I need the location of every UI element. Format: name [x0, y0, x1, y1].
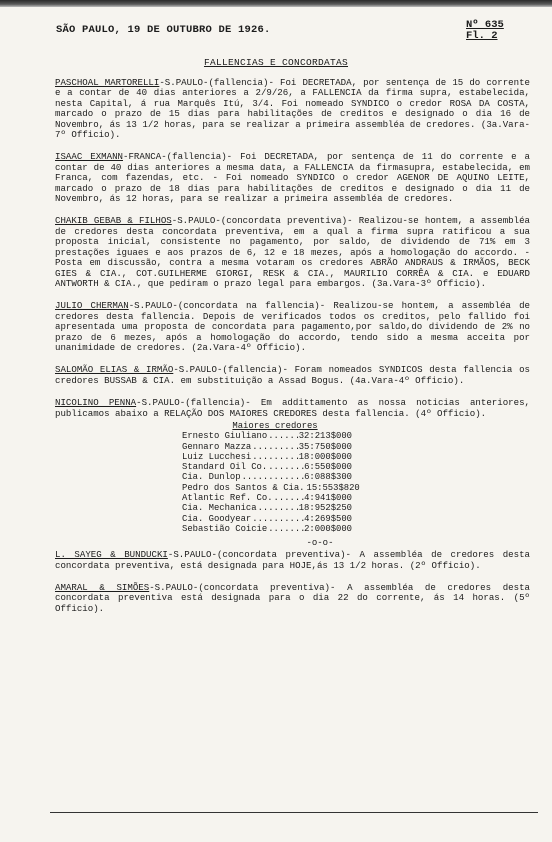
creditor-name: Cia. Dunlop [182, 472, 241, 483]
creditor-amount: 32:213$000 [298, 431, 352, 442]
entry-text: -S.PAULO-(concordata preventiva)- A assembléa de credores desta concordata preventiva está designada para o dia 22 do corrente, ás 14 horas. (5º Officio). [55, 582, 530, 614]
creditor-amount: 18:952$250 [298, 503, 352, 514]
leader-dots [241, 472, 304, 482]
creditor-name: Cia. Goodyear [182, 513, 252, 524]
creditor-row [182, 452, 352, 462]
entry-text: -S.PAULO-(concordata preventiva)- A assembléa de credores desta concordata preventiva, está designada para HOJE,ás 13 1/2 horas. (2º Officio). [55, 549, 530, 571]
header-date: SÃO PAULO, 19 DE OUTUBRO DE 1926. [56, 24, 271, 36]
leader-dots [273, 493, 305, 503]
bottom-rule [50, 812, 538, 813]
creditor-row [182, 442, 352, 452]
entry-text: -S.PAULO-(concordata na fallencia)- Realizou-se hontem, a assembléa de credores desta fallencia. Depois de verificados todos os creditos, pelo fallido foi apresentada uma proposta de concordata para pagamento,por saldo,do dividendo de 2% no prazo de 6 mezes, após a homologação do accordo, tendo sido a mesma acceita por unanimidade de credores. (2a.Vara-4º Officio). [55, 300, 530, 353]
leader-dots [251, 514, 304, 524]
entry-text: -S.PAULO-(fallencia)- Em addittamento as nossa noticias anteriores, publicamos abaixo a RELAÇÃO DOS MAIORES CREDORES desta fallencia. (4º Officio). [55, 397, 530, 419]
creditors-list [182, 420, 360, 534]
top-scan-edge [0, 0, 552, 7]
entry [55, 78, 530, 140]
entry [55, 301, 530, 353]
section-title: FALLENCIAS E CONCORDATAS [203, 57, 349, 68]
creditor-row [182, 524, 352, 534]
entry-text: -FRANCA-(fallencia)- Foi DECRETADA, por sentença de 11 do corrente e a contar de 40 dias anteriores a mesma data, a FALLENCIA da firmasupra, estabelecida, em Franca, com fazendas, etc. - Foi nomeado SYNDICO o credor AGENOR DE AQUINO LEITE, marcado o prazo de 18 dias para habilitações de creditos e designado o dia 11 de Novembro, ás 12 horas, para se realizar a primeira assembléa de credores. [55, 151, 530, 205]
entry-text: -S.PAULO-(fallencia)- Foi DECRETADA, por sentença de 15 do corrente e a contar de 40 dias anteriores a 2/9/26, a FALLENCIA da firma supra, estabelecida, nesta Capital, á rua Marquês Itú, 3/4. Foi nomeado SYNDICO o credor ROSA DA COSTA, marcado o prazo de 15 dias para habilitações de creditos e designado o dia 16 de Novembro, ás 13 1/2 horas, para se realizar a primeira assembléa de credores. (3a.Vara-7º Officio). [55, 77, 530, 141]
creditor-name: Gennaro Mazza [182, 441, 252, 452]
entry-name: CHAKIB GEBAB & FILHOS [55, 215, 172, 227]
creditor-amount: 4:941$000 [304, 493, 352, 504]
creditor-name: Atlantic Ref. Co. [182, 493, 273, 504]
creditor-row [182, 472, 352, 482]
entry-name: L. SAYEG & BUNDUCKI [55, 549, 168, 561]
leader-dots [267, 524, 304, 534]
entry [55, 216, 530, 289]
creditor-name: Ernesto Giuliano [182, 431, 268, 442]
creditor-amount: 4:269$500 [304, 513, 352, 524]
folio-page: Fl. 2 [466, 30, 498, 42]
entry [55, 398, 530, 534]
creditor-amount: 35:750$000 [298, 441, 352, 452]
creditor-amount: 2:000$000 [304, 523, 352, 534]
entry-name: SALOMÃO ELIAS & IRMÃO [55, 364, 174, 376]
leader-dots [267, 431, 299, 441]
entry-name: ISAAC EXMANN [55, 151, 123, 163]
entry-text: -S.PAULO-(fallencia)- Foram nomeados SYNDICOS desta fallencia os credores BUSSAB & CIA. em substituição a Assad Bogus. (4a.Vara-4º Officio). [55, 364, 530, 386]
creditor-row [182, 431, 352, 441]
entry [55, 583, 530, 614]
creditor-row [182, 482, 360, 493]
entry [55, 550, 530, 571]
creditor-name: Pedro dos Santos & Cia. [182, 482, 305, 493]
creditor-row [182, 514, 352, 524]
entry-name: AMARAL & SIMÕES [55, 582, 150, 594]
entry [55, 152, 530, 204]
leader-dots [251, 452, 298, 462]
creditor-row [182, 503, 352, 513]
creditor-name: Luiz Lucchesi [182, 451, 252, 462]
separator: -o-o- [306, 538, 334, 549]
entry-name: PASCHOAL MARTORELLI [55, 77, 160, 88]
creditor-name: Sebastião Coicie [182, 523, 268, 534]
folio-number: Nº 635 [466, 19, 504, 31]
folio-box [466, 20, 506, 42]
entry [55, 365, 530, 386]
leader-dots [251, 442, 298, 452]
creditor-amount: 6:088$300 [304, 472, 352, 483]
creditor-row [182, 493, 352, 503]
entry-text: -S.PAULO-(concordata preventiva)- Realizou-se hontem, a assembléa de credores desta concordata preventiva, em a qual a firma supra ratificou a sua proposta inicial, consistente no pagamento, por saldo, de dividendo de 71% em 3 prestações iguaes e aos prazos de 6, 12 e 18 mezes, após a homologação do accordo. -Posta em discussão, contra a mesma votaram os credores ABRÃO ANDRAUS & IRMÃOS, BECK GIES & CIA., COT.GUILHERME GIORGI, RESK & CIA., MAURILIO CORRÊA & CIA. e EDUARD ANTWORTH & CIA., que pediram o prazo legal para embargos. (3a.Vara-3º Officio). [55, 215, 530, 289]
creditors-list-title: Maiores credores [232, 420, 318, 431]
creditor-amount: 18:000$000 [298, 451, 352, 462]
creditor-row [182, 462, 352, 472]
creditor-name: Standard Oil Co. [182, 462, 268, 473]
entries-list [55, 78, 530, 626]
entry-name: JULIO CHERMAN [55, 300, 129, 312]
entry-name: NICOLINO PENNA [55, 397, 137, 409]
leader-dots [267, 462, 304, 472]
leader-dots [257, 503, 299, 513]
creditor-name: Cia. Mechanica [182, 503, 257, 514]
creditor-amount: 6:550$000 [304, 462, 352, 473]
creditor-amount: 15:553$820 [306, 482, 360, 493]
